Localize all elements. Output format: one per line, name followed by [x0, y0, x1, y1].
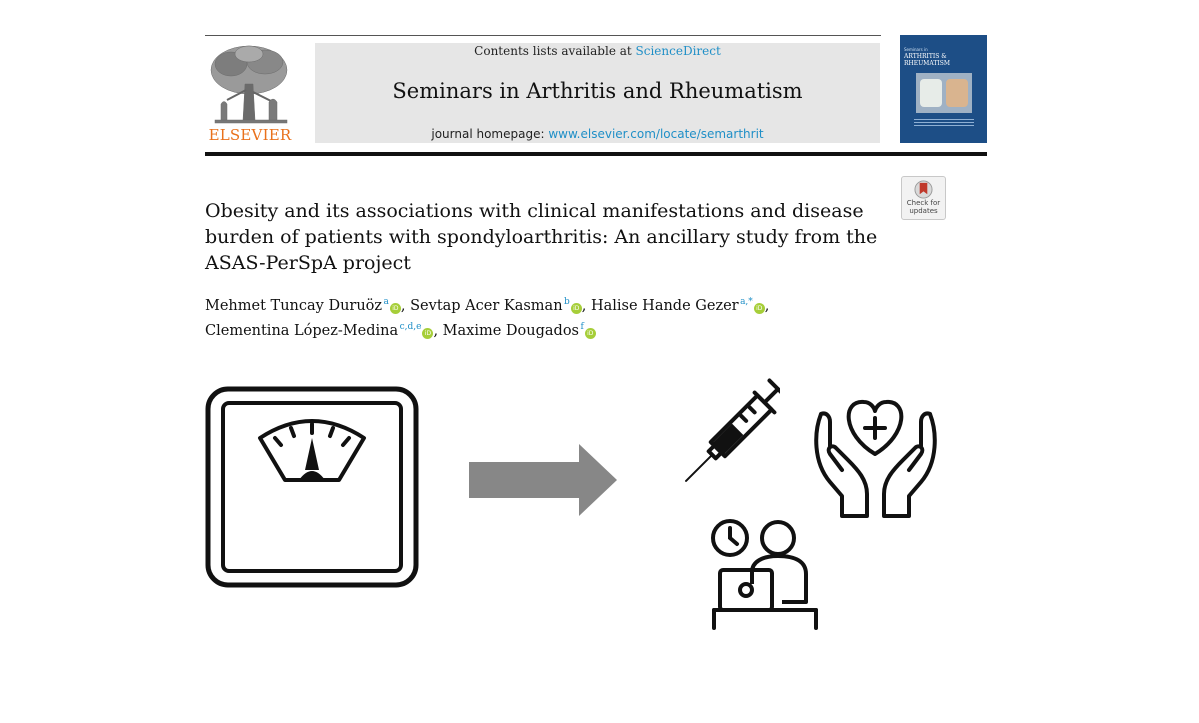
cover-title: ARTHRITIS & RHEUMATISM [904, 53, 950, 67]
arrow-right-icon [469, 444, 617, 516]
author-name: Mehmet Tuncay Duruöz [205, 298, 383, 314]
cover-image-panel-left [920, 79, 942, 107]
author-separator: , [400, 298, 411, 314]
article-title: Obesity and its associations with clinical manifestations and disease burden of patients with spondyloarthritis: An ancillary study from the ASAS-PerSpA project [205, 200, 878, 274]
check-updates-line2: updates [909, 207, 938, 215]
cover-image [916, 73, 972, 113]
author-separator: , [433, 323, 443, 339]
elsevier-tree-icon [205, 44, 295, 126]
bathroom-scale-icon [205, 386, 419, 588]
author-separator: , [581, 298, 591, 314]
heart-hands-icon [812, 398, 939, 522]
check-updates-icon [914, 180, 933, 199]
author-affiliation[interactable]: a,* [740, 297, 753, 307]
elsevier-logo [205, 44, 295, 148]
top-rule [205, 35, 881, 36]
sciencedirect-link[interactable]: ScienceDirect [635, 44, 721, 58]
check-updates-line1: Check for [906, 199, 941, 207]
journal-title: Seminars in Arthritis and Rheumatism [392, 79, 803, 103]
homepage-line [315, 127, 880, 141]
author-name: Maxime Dougados [442, 323, 579, 339]
orcid-icon[interactable]: iD [571, 303, 582, 314]
journal-cover[interactable] [900, 35, 987, 143]
author-affiliation[interactable]: a [383, 297, 389, 307]
author-list [205, 292, 895, 342]
check-for-updates-badge[interactable] [901, 176, 946, 220]
publisher-wordmark: ELSEVIER [208, 126, 292, 144]
cover-text-lines [914, 119, 974, 131]
contents-prefix: Contents lists available at [474, 44, 636, 58]
orcid-icon[interactable]: iD [390, 303, 401, 314]
cover-title-small: Seminars in [904, 47, 928, 52]
homepage-prefix: journal homepage: [431, 127, 549, 141]
journal-masthead [315, 43, 880, 143]
orcid-icon[interactable]: iD [585, 328, 596, 339]
author-affiliation[interactable]: f [580, 322, 584, 332]
author-name: Clementina López-Medina [205, 323, 399, 339]
author-affiliation[interactable]: c,d,e [399, 322, 422, 332]
orcid-icon[interactable]: iD [754, 303, 765, 314]
header-divider [205, 152, 987, 156]
syringe-icon [685, 375, 780, 495]
check-updates-label [902, 199, 945, 215]
author-name: Sevtap Acer Kasman [410, 298, 563, 314]
author-name: Halise Hande Gezer [590, 298, 739, 314]
journal-homepage-link[interactable]: www.elsevier.com/locate/semarthrit [548, 127, 764, 141]
orcid-icon[interactable]: iD [422, 328, 433, 339]
contents-line [315, 44, 880, 58]
desk-worker-clock-icon [710, 518, 820, 630]
author-affiliation[interactable]: b [564, 297, 570, 307]
author-separator: , [764, 298, 770, 314]
cover-image-panel-right [946, 79, 968, 107]
